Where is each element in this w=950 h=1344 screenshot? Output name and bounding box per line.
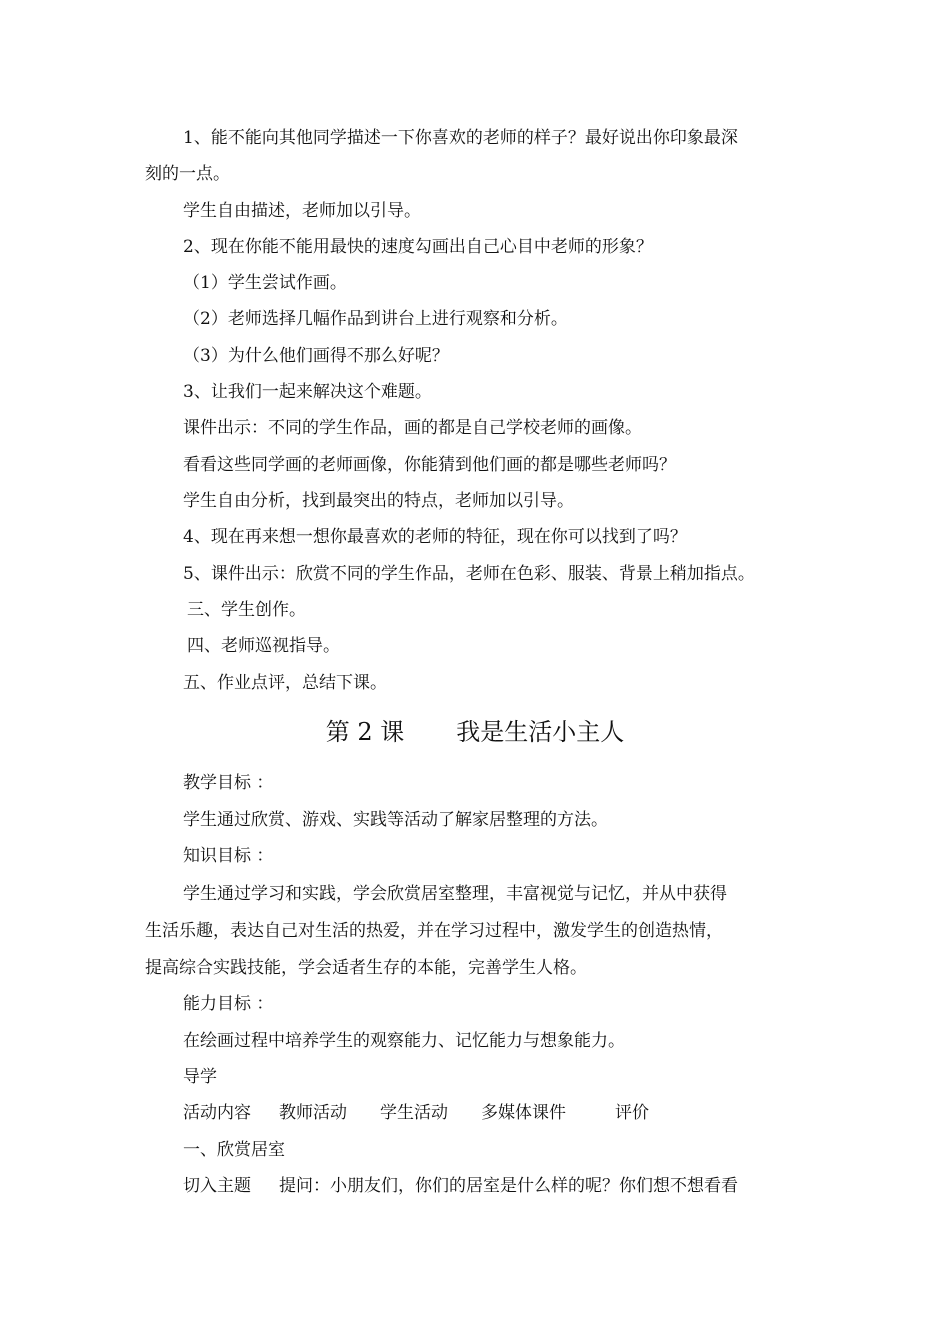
question-look: 看看这些同学画的老师画像，你能猜到他们画的都是哪些老师吗？ bbox=[183, 455, 676, 475]
question-2-step-2: （2）老师选择几幅作品到讲台上进行观察和分析。 bbox=[183, 309, 568, 329]
step-four: 四、老师巡视指导。 bbox=[187, 636, 340, 656]
intro-topic: 切入主题 bbox=[183, 1176, 251, 1196]
lesson-name: 我是生活小主人 bbox=[456, 718, 625, 746]
knowledge-goal-line-1: 学生通过学习和实践，学会欣赏居室整理，丰富视觉与记忆，并从中获得 bbox=[183, 884, 727, 904]
question-2: 2、现在你能不能用最快的速度勾画出自己心目中老师的形象？ bbox=[183, 237, 653, 257]
question-4: 4、现在再来想一想你最喜欢的老师的特征，现在你可以找到了吗？ bbox=[183, 527, 687, 547]
knowledge-goal-label: 知识目标 ： bbox=[183, 846, 274, 866]
question-3: 3、让我们一起来解决这个难题。 bbox=[183, 382, 432, 402]
question-1-line-1: 1、能不能向其他同学描述一下你喜欢的老师的样子？最好说出你印象最深 bbox=[183, 128, 738, 148]
guide-column-evaluation: 评价 bbox=[615, 1103, 649, 1123]
intro-row bbox=[183, 1174, 738, 1198]
teaching-goal-text: 学生通过欣赏、游戏、实践等活动了解家居整理的方法。 bbox=[183, 810, 608, 830]
question-2-step-3: （3）为什么他们画得不那么好呢？ bbox=[183, 346, 449, 366]
teaching-goal-label: 教学目标 ： bbox=[183, 773, 274, 793]
lesson-number: 第 2 课 bbox=[325, 718, 405, 746]
guide-column-teacher-activity: 教师活动 bbox=[279, 1103, 347, 1123]
guide-column-multimedia: 多媒体课件 bbox=[481, 1103, 566, 1123]
part-one-heading: 一、欣赏居室 bbox=[183, 1140, 285, 1160]
step-five: 五、作业点评，总结下课。 bbox=[183, 673, 387, 693]
guide-label: 导学 bbox=[183, 1067, 217, 1087]
knowledge-goal-line-2: 生活乐趣，表达自己对生活的热爱，并在学习过程中，激发学生的创造热情， bbox=[145, 921, 723, 941]
guide-header-row bbox=[183, 1101, 649, 1125]
courseware-display-1: 课件出示：不同的学生作品，画的都是自己学校老师的画像。 bbox=[183, 418, 642, 438]
lesson-title bbox=[0, 716, 950, 748]
question-1-line-2: 刻的一点。 bbox=[145, 164, 230, 184]
guide-column-activity-content: 活动内容 bbox=[183, 1103, 251, 1123]
guide-column-student-activity: 学生活动 bbox=[380, 1103, 448, 1123]
ability-goal-label: 能力目标 ： bbox=[183, 994, 274, 1014]
student-analysis: 学生自由分析，找到最突出的特点，老师加以引导。 bbox=[183, 491, 574, 511]
question-1-response: 学生自由描述，老师加以引导。 bbox=[183, 201, 421, 221]
question-5: 5、课件出示：欣赏不同的学生作品，老师在色彩、服装、背景上稍加指点。 bbox=[183, 564, 755, 584]
knowledge-goal-line-3: 提高综合实践技能，学会适者生存的本能，完善学生人格。 bbox=[145, 958, 587, 978]
ability-goal-text: 在绘画过程中培养学生的观察能力、记忆能力与想象能力。 bbox=[183, 1031, 625, 1051]
question-2-step-1: （1）学生尝试作画。 bbox=[183, 273, 347, 293]
intro-question: 提问：小朋友们，你们的居室是什么样的呢？你们想不想看看 bbox=[279, 1176, 738, 1196]
step-three: 三、学生创作。 bbox=[187, 600, 306, 620]
